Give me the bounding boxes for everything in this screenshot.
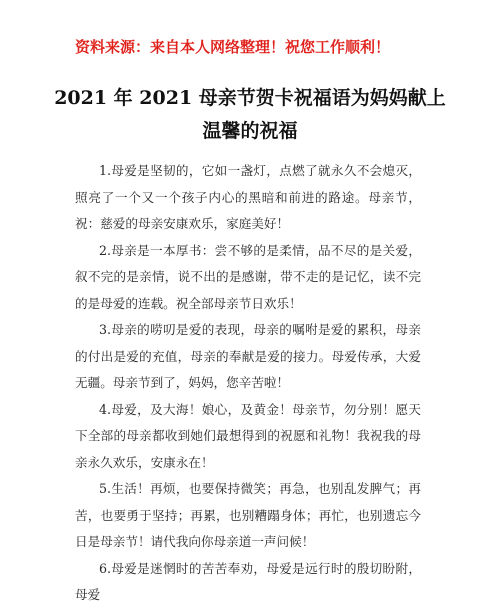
paragraph-2: 2.母亲是一本厚书：尝不够的是柔情，品不尽的是关爱，叙不完的是亲情，说不出的是感谢，带不走的是记忆，读不完的是母爱的连载。祝全部母亲节日欢乐！ [75, 242, 421, 311]
document-title: 2021 年 2021 母亲节贺卡祝福语为妈妈献上温馨的祝福 [54, 87, 446, 142]
paragraph-3: 3.母亲的唠叨是爱的表现，母亲的嘱咐是爱的累积，母亲的付出是爱的充值，母亲的奉献是爱的接力。母爱传承，大爱无疆。母亲节到了，妈妈，您辛苦啦！ [75, 322, 421, 390]
paragraph-5: 5.生活！再烦，也要保持微笑；再急，也别乱发脾气；再苦，也要勇于坚持；再累，也别糟蹋身体；再忙，也别遗忘今日是母亲节！请代我向你母亲道一声问候！ [75, 481, 421, 549]
paragraph-1: 1.母爱是坚韧的，它如一盏灯，点燃了就永久不会熄灭，照亮了一个又一个孩子内心的黑暗和前进的路途。母亲节，祝：慈爱的母亲安康欢乐，家庭美好！ [75, 163, 421, 231]
source-notice: 资料来源：来自本人网络整理！祝您工作顺利！ [75, 38, 391, 56]
paragraph-6: 6.母爱是迷惘时的苦苦奉劝，母爱是远行时的殷切盼附，母爱 [75, 560, 421, 602]
paragraph-4: 4.母爱，及大海！娘心，及黄金！母亲节，勿分别！愿天下全部的母亲都收到她们最想得到的祝愿和礼物！我祝我的母亲永久欢乐，安康永在！ [75, 401, 421, 470]
document-body [75, 158, 421, 609]
